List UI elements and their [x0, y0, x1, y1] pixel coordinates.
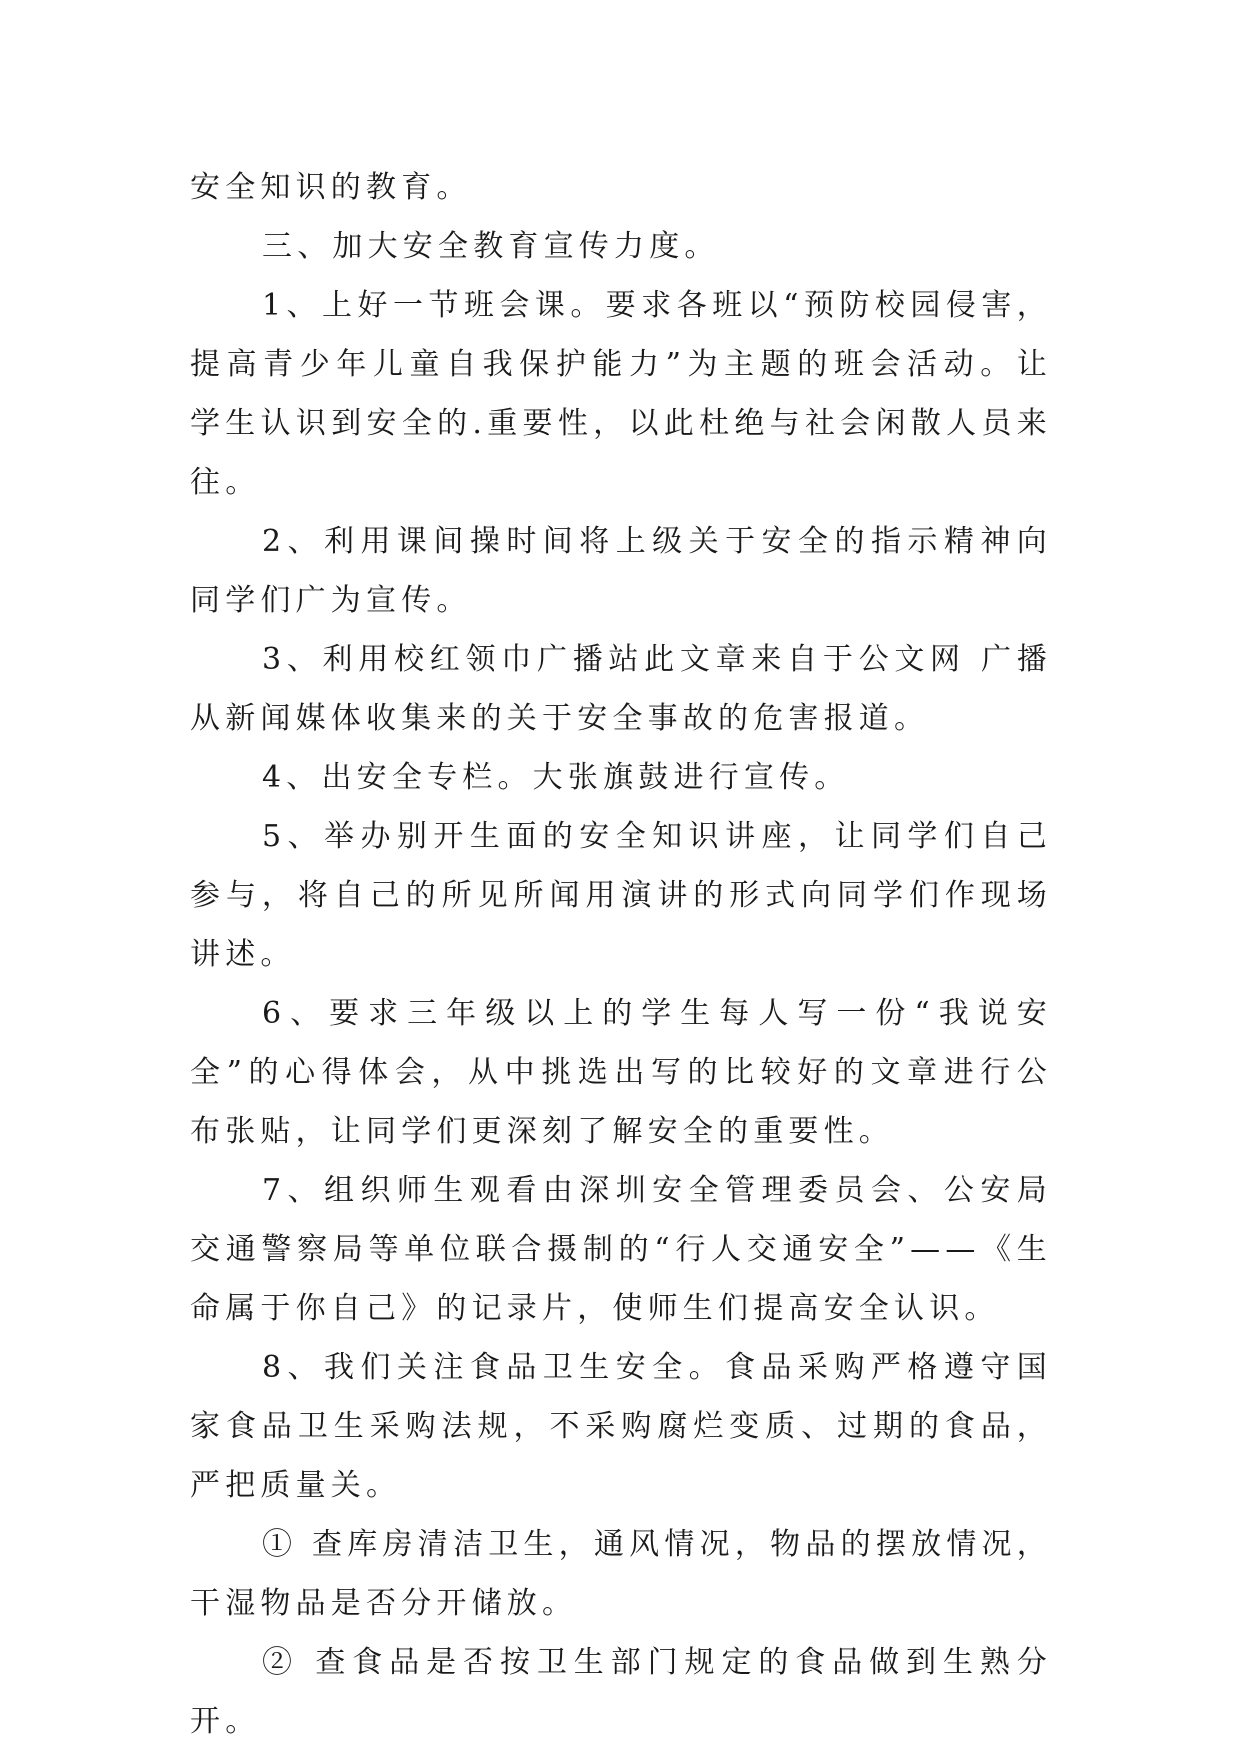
list-item-7: 7、组织师生观看由深圳安全管理委员会、公安局交通警察局等单位联合摄制的“行人交通安全”——《生命属于你自己》的记录片，使师生们提高安全认识。 [190, 1173, 1052, 1326]
sub-item-2: ② 查食品是否按卫生部门规定的食品做到生熟分开。 [190, 1645, 1052, 1739]
paragraph-continuation: 安全知识的教育。 [190, 170, 472, 205]
list-item-3: 3、利用校红领巾广播站此文章来自于公文网 广播从新闻媒体收集来的关于安全事故的危害报道。 [190, 642, 1052, 736]
list-item-5: 5、举办别开生面的安全知识讲座，让同学们自己参与，将自己的所见所闻用演讲的形式向同学们作现场讲述。 [190, 819, 1052, 972]
section-heading: 三、加大安全教育宣传力度。 [262, 229, 720, 264]
sub-item-1: ① 查库房清洁卫生，通风情况，物品的摆放情况，干湿物品是否分开储放。 [190, 1527, 1052, 1621]
list-item-6: 6、要求三年级以上的学生每人写一份“我说安全”的心得体会，从中挑选出写的比较好的文章进行公布张贴，让同学们更深刻了解安全的重要性。 [190, 996, 1052, 1149]
document-body [190, 158, 1052, 1751]
list-item-2: 2、利用课间操时间将上级关于安全的指示精神向同学们广为宣传。 [190, 524, 1052, 618]
list-item-1: 1、上好一节班会课。要求各班以“预防校园侵害，提高青少年儿童自我保护能力”为主题的班会活动。让学生认识到安全的.重要性，以此杜绝与社会闲散人员来往。 [190, 288, 1052, 500]
list-item-4: 4、出安全专栏。大张旗鼓进行宣传。 [262, 760, 850, 795]
list-item-8: 8、我们关注食品卫生安全。食品采购严格遵守国家食品卫生采购法规，不采购腐烂变质、过期的食品，严把质量关。 [190, 1350, 1052, 1503]
